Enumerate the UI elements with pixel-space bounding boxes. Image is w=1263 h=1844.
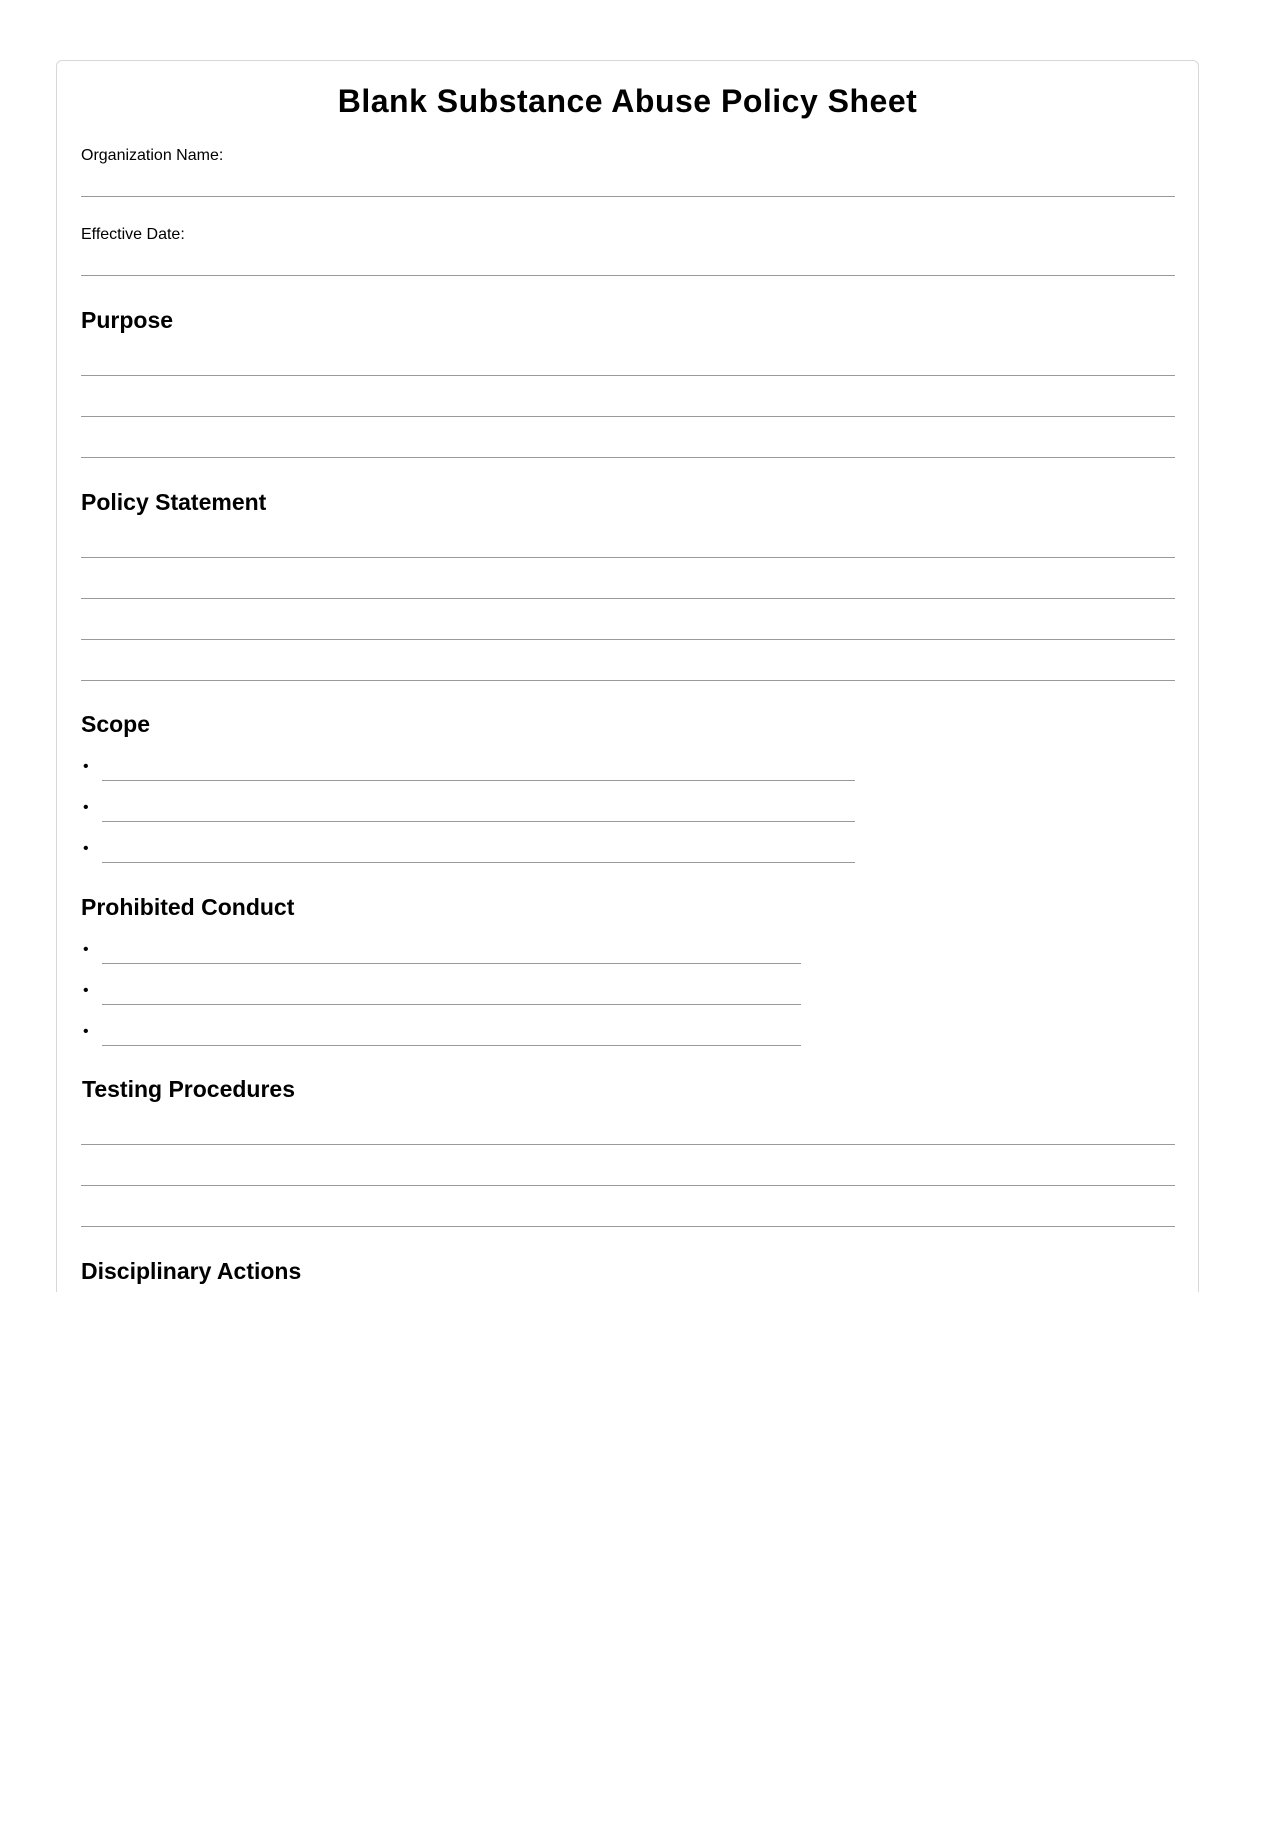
policy-statement-heading: Policy Statement	[81, 489, 267, 515]
policy-statement-line[interactable]	[81, 639, 1175, 640]
policy-sheet-card	[56, 60, 1199, 1292]
testing-procedures-line[interactable]	[81, 1144, 1175, 1145]
bullet-icon: •	[83, 758, 89, 775]
policy-statement-line[interactable]	[81, 557, 1175, 558]
bullet-icon: •	[83, 799, 89, 816]
effective-date-label: Effective Date:	[81, 226, 185, 243]
effective-date-field[interactable]	[81, 275, 1175, 276]
organization-name-field[interactable]	[81, 196, 1175, 197]
testing-procedures-line[interactable]	[81, 1185, 1175, 1186]
policy-statement-line[interactable]	[81, 680, 1175, 681]
testing-procedures-line[interactable]	[81, 1226, 1175, 1227]
bullet-icon: •	[83, 982, 89, 999]
scope-item-line[interactable]	[102, 821, 855, 822]
organization-name-label: Organization Name:	[81, 147, 224, 164]
bullet-icon: •	[83, 941, 89, 958]
policy-statement-line[interactable]	[81, 598, 1175, 599]
prohibited-conduct-heading: Prohibited Conduct	[81, 894, 295, 920]
testing-procedures-heading: Testing Procedures	[82, 1076, 296, 1102]
purpose-line[interactable]	[81, 457, 1175, 458]
purpose-line[interactable]	[81, 375, 1175, 376]
scope-item-line[interactable]	[102, 862, 855, 863]
purpose-line[interactable]	[81, 416, 1175, 417]
scope-heading: Scope	[81, 711, 151, 737]
bullet-icon: •	[83, 1023, 89, 1040]
scope-item-line[interactable]	[102, 780, 855, 781]
purpose-heading: Purpose	[81, 307, 174, 333]
prohibited-conduct-item-line[interactable]	[102, 963, 801, 964]
prohibited-conduct-item-line[interactable]	[102, 1004, 801, 1005]
prohibited-conduct-item-line[interactable]	[102, 1045, 801, 1046]
disciplinary-actions-heading: Disciplinary Actions	[81, 1258, 302, 1284]
page-title: Blank Substance Abuse Policy Sheet	[337, 83, 918, 119]
bullet-icon: •	[83, 840, 89, 857]
